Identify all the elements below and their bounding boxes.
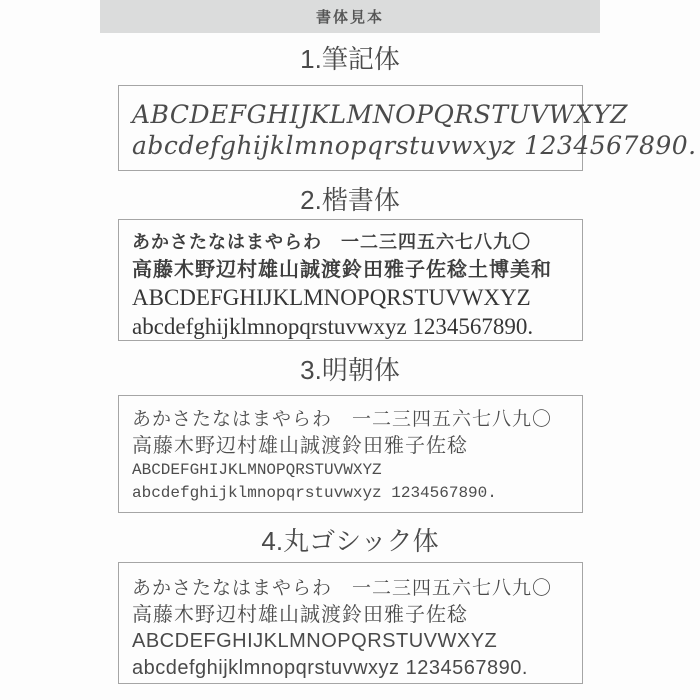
sample-box-kaishotai (118, 219, 583, 341)
section-title-marugothic: 4.丸ゴシック体 (261, 526, 439, 556)
specimen-line-uppercase: ABCDEFGHIJKLMNOPQRSTUVWXYZ (132, 461, 382, 479)
section-title-minchotai: 3.明朝体 (300, 355, 400, 385)
specimen-line-kana-numerals: あかさたなはまやらわ 一二三四五六七八九〇 (132, 578, 553, 599)
specimen-header-bar (100, 0, 600, 33)
specimen-line-kana-numerals: あかさたなはまやらわ 一二三四五六七八九〇 (132, 232, 531, 253)
section-title-hikkitai: 1.筆記体 (300, 44, 400, 74)
sample-box-minchotai (118, 395, 583, 513)
specimen-line-kanji: 高藤木野辺村雄山誠渡鈴田雅子佐稔 (132, 435, 468, 457)
specimen-line-kana-numerals: あかさたなはまやらわ 一二三四五六七八九〇 (132, 409, 553, 430)
specimen-line-kanji: 高藤木野辺村雄山誠渡鈴田雅子佐稔土博美和 (132, 257, 552, 281)
specimen-line-uppercase: ABCDEFGHIJKLMNOPQRSTUVWXYZ (132, 285, 531, 310)
section-title-kaishotai: 2.楷書体 (300, 185, 400, 215)
specimen-line-lowercase-numerals: abcdefghijklmnopqrstuvwxyz 1234567890. (132, 657, 528, 679)
specimen-line-lowercase-numerals: abcdefghijklmnopqrstuvwxyz 1234567890. (132, 484, 497, 502)
sample-box-hikkitai (118, 85, 697, 171)
page-title: 書体見本 (315, 9, 384, 26)
sample-box-marugothic (118, 562, 583, 684)
specimen-line-lowercase-numerals: abcdefghijklmnopqrstuvwxyz 1234567890. (132, 131, 697, 160)
specimen-line-uppercase: ABCDEFGHIJKLMNOPQRSTUVWXYZ (132, 100, 629, 129)
specimen-line-uppercase: ABCDEFGHIJKLMNOPQRSTUVWXYZ (132, 630, 498, 652)
specimen-line-kanji: 高藤木野辺村雄山誠渡鈴田雅子佐稔 (132, 604, 468, 626)
specimen-line-lowercase-numerals: abcdefghijklmnopqrstuvwxyz 1234567890. (132, 314, 534, 339)
